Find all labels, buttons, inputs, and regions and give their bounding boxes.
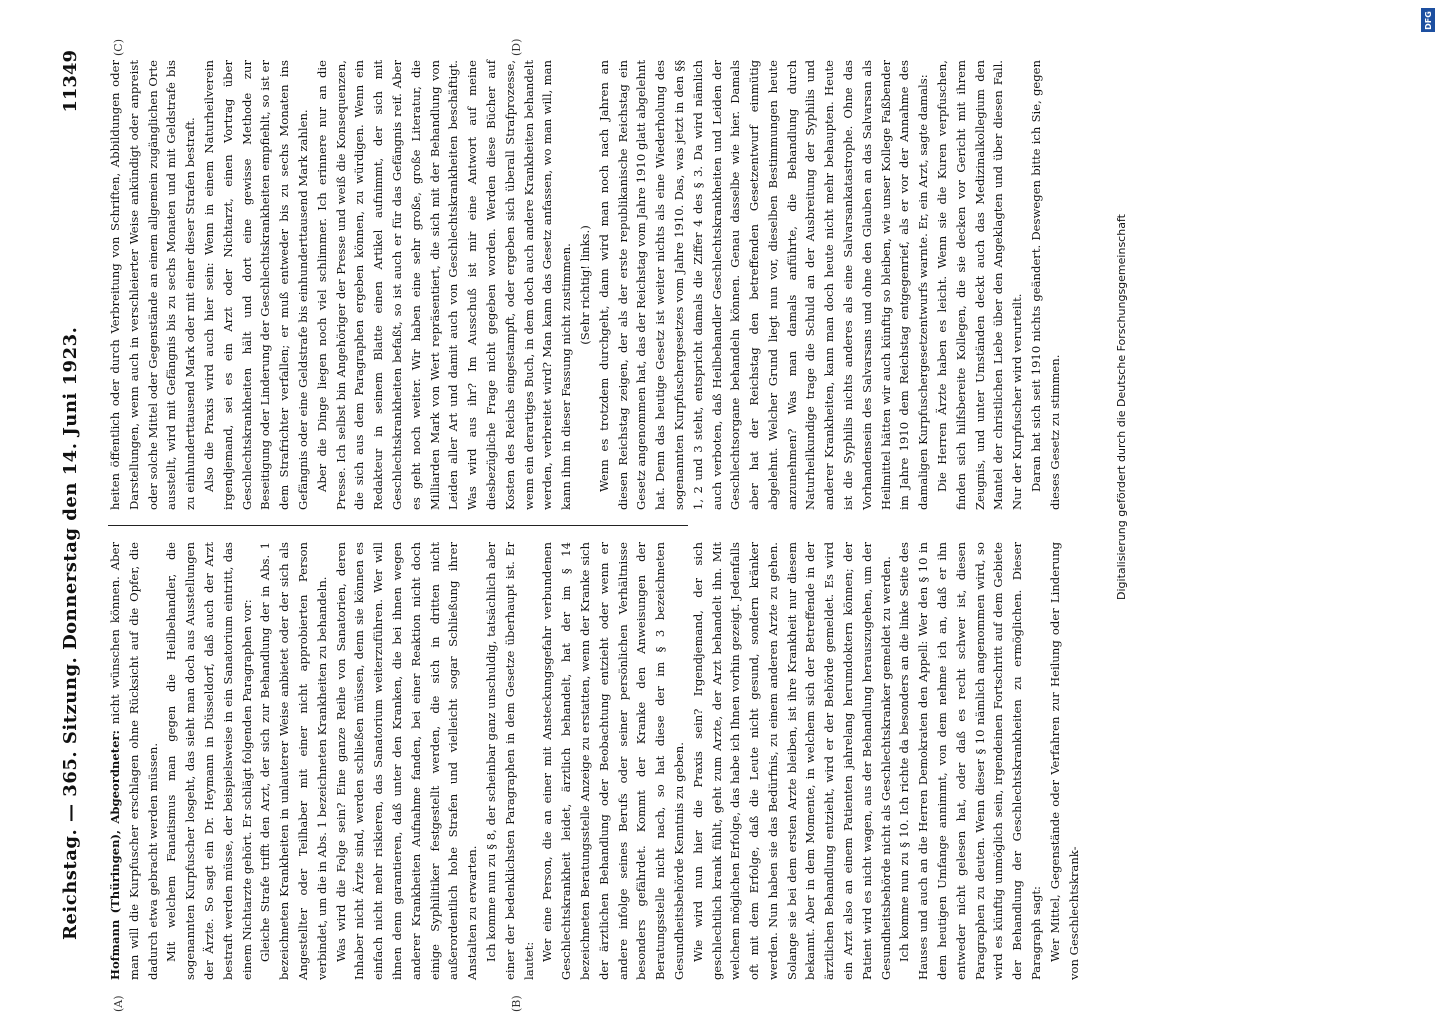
paragraph-text: nicht wünschen können. Aber man will die Kurpfuscher erschlagen ohne Rücksicht auf die Opfer, die dadurch etwa gebracht werden müssen. — [108, 542, 160, 980]
interjection: (Sehr richtig! links.) — [577, 225, 592, 345]
paragraph: Ich komme nun zu § 10. Ich richte da besonders an die linke Seite des Hauses und auch an die Herren Demokraten den Appell: Wer den § 10 in dem heutigen Umfange annimmt, von dem nehme ich an, daß er ihn entweder nicht gelesen hat, oder daß es recht schwer ist, diesen Paragraphen zu deuten. Wenn dieser § 10 nämlich angenommen wird, so wird es künftig unmöglich sein, irgendeinen Fortschritt auf dem Gebiete der Behandlung der Geschlechtskrankheiten zu ermöglichen. Dieser Paragraph sagt: — [897, 542, 1044, 980]
dfg-logo — [1421, 8, 1435, 32]
quoted-paragraph: Gleiche Strafe trifft den Arzt, der sich zur Behandlung der in Abs. 1 bezeichneten Krankheiten in unlauterer Weise anbietet oder der sich als Angestellter oder Teilhaber mit einer nicht approbierten Person verbindet, um die in Abs. 1 bezeichneten Krankheiten zu behandeln. — [258, 542, 329, 980]
rotated-page-content — [50, 38, 1380, 1012]
left-text-column — [106, 542, 1081, 980]
quoted-paragraph: Wer eine Person, die an einer mit Ansteckungsgefahr verbundenen Geschlechtskrankheit leidet, ärztlich behandelt, hat der im § 14 bezeichneten Beratungsstelle Anzeige zu erstatten, wenn der Kranke sich der ärztlichen Behandlung oder Beobachtung entzieht oder wenn er andere infolge seines Berufs oder seiner persönlichen Verhältnisse besonders gefährdet. Kommt der Kranke den Anweisungen der Beratungsstelle nicht nach, so hat diese der im § 3 bezeichneten Gesundheitsbehörde Kenntnis zu geben. — [540, 542, 686, 980]
paragraph: Wenn es trotzdem durchgeht, dann wird man noch nach Jahren an diesen Reichstag zeigen, der als der erste republikanische Reichstag ein Gesetz angenommen hat, das der Reichstag vom Jahre 1910 glatt abgelehnt hat. Denn das heutige Gesetz ist weiter nichts als eine Wiederholung des sogenannten Kurpfuschergesetzes vom Jahre 1910. Das, was jetzt in den §§ 1, 2 und 3 steht, entspricht damals die Ziffer 4 des § 3. Da wird nämlich auch verboten, daß Heilbehandler Geschlechtskrankheiten und Leiden der Geschlechtsorgane behandeln können. Genau dasselbe wie hier. Damals aber hat der Reichstag den betreffenden Gesetzentwurf einmütig abgelehnt. Welcher Grund liegt nun vor, dieselben Bestimmungen heute anzunehmen? Was man damals anführte, die Behandlung durch Naturheilkundige trage die Schuld an der Ausbreitung der Syphilis und anderer Krankheiten, kann man doch heute nicht mehr behaupten. Heute ist die Syphilis nichts anderes als eine Salvarsankatastrophe. Ohne das Vorhandensein des Salvarsans und ohne den Glauben an das Salvarsan als Heilmittel hätten wir auch künftig so bleiben, wie unser Kollege Faßbender im Jahre 1910 dem Reichstag entgegenrief, als er vor der Annahme des damaligen Kurpfuschergesetzentwurfs warnte. Er, ein Arzt, sagte damals: — [596, 60, 931, 510]
quoted-paragraph: Die Herren Ärzte haben es leicht. Wenn sie die Kuren verpfuschen, finden sich hilfsbereite Kollegen, die sie decken vor Gericht mit ihrem Zeugnis, und unter Umständen deckt auch das Medizinalkollegium den Mantel der christlichen Liebe über den Angeklagten und über diesen Fall. Nur der Kurpfuscher wird verurteilt. — [935, 60, 1025, 510]
paragraph: Aber die Dinge liegen noch viel schlimmer. Ich erinnere nur an die Presse. Ich selbst bin Angehöriger der Presse und weiß die Konsequenzen, die sich aus dem Paragraphen ergeben können, zu würdigen. Wenn ein Redakteur in seinem Blatte einen Artikel aufnimmt, der sich mit Geschlechtskrankheiten befaßt, so ist auch er für das Gefängnis reif. Aber es geht noch weiter. Wir haben eine sehr große, große Literatur, die Milliarden Mark von Wert repräsentiert, die sich mit der Behandlung von Leiden aller Art und damit auch von Geschlechtskrankheiten beschäftigt. Was wird aus ihr? Im Ausschuß ist mir eine Antwort auf meine diesbezügliche Frage nicht gegeben worden. Werden diese Bücher auf Kosten des Reichs eingestampft, oder ergeben sich überall Strafprozesse, wenn ein derartiges Buch, in dem doch auch andere Krankheiten behandelt werden, verbreitet wird? Man kann das Gesetz anfassen, wo man will, man kann ihm in dieser Fassung nicht zustimmen. — [314, 60, 574, 510]
paragraph — [106, 542, 162, 980]
column-divider — [108, 525, 688, 526]
paragraph: Wie wird nun hier die Praxis sein? Irgendjemand, der sich geschlechtlich krank fühlt, geht zum Arzte, der Arzt behandelt ihn. Mit welchem möglichen Erfolge, das habe ich Ihnen vorhin gezeigt. Jedenfalls oft mit dem Erfolge, daß die Leute nicht gesund, sondern kränker werden. Nun haben sie das Bedürfnis, zu einem anderen Arzte zu gehen. Solange sie bei dem ersten Arzte bleiben, ist ihre Krankheit nur diesem bekannt. Aber in dem Momente, in welchem sich der Betreffende in der ärztlichen Behandlung entzieht, wird er der Behörde gemeldet. Es wird ein Arzt also an einem Patienten jahrelang herumdoktern können; der Patient wird es nicht wagen, aus der Behandlung herauszugehen, um der Gesundheitsbehörde nicht als Geschlechtskranker gemeldet zu werden. — [690, 542, 893, 980]
paragraph: Also die Praxis wird auch hier sein: Wenn in einem Naturheilverein irgendjemand, sei es ein Arzt oder Nichtarzt, einen Vortrag über Geschlechtskrankheiten hält und dort eine gewisse Methode zur Beseitigung oder Linderung der Geschlechtskrankheiten empfiehlt, so ist er dem Strafrichter verfallen; er muß entweder bis zu sechs Monaten ins Gefängnis oder eine Geldstrafe bis einhunderttausend Mark zahlen. — [201, 60, 310, 510]
paragraph: Ich komme nun zu § 8, der scheinbar ganz unschuldig, tatsächlich aber einer der bedenklichsten Paragraphen in dem Gesetze überhaupt ist. Er lautet: — [483, 542, 536, 980]
paragraph: Daran hat sich seit 1910 nichts geändert. Deswegen bitte ich Sie, gegen dieses Gesetz zu stimmen. — [1029, 60, 1062, 510]
speaker-name: Hofmann (Thüringen), Abgeordneter: — [108, 730, 122, 980]
paragraph: Was wird die Folge sein? Eine ganze Reihe von Sanatorien, deren Inhaber nicht Ärzte sind, werden schließen müssen, denn sie können es einfach nicht mehr riskieren, das Sanatorium weiterzuführen. Wer will ihnen denn garantieren, daß unter den Kranken, die bei ihnen wegen anderer Krankheiten Aufnahme fanden, bei einer Reaktion nicht doch einige Syphilitiker festgestellt werden, die sich in dritten nicht außerordentlich hohe Strafen und vielleicht sogar Schließung ihrer Anstalten zu erwarten. — [333, 542, 480, 980]
page-header — [50, 50, 100, 980]
margin-marker-b: (B) — [510, 995, 523, 1012]
dfg-logo-text: DFG — [1423, 10, 1433, 30]
header-title: Reichstag. — 365. Sitzung. Donnerstag den 14. Juni 1923. — [60, 326, 81, 940]
paragraph: Mit welchem Fanatismus man gegen die Heilbehandler, die sogenannten Kurpfuscher losgeht, das sieht man doch aus Ausstellungen der Ärzte. So sagt ein Dr. Heymann in Düsseldorf, daß auch der Arzt bestraft werden müsse, der beispielsweise in ein Sanatorium eintritt, das einem Nichtarzte gehört. Er schlägt folgenden Paragraphen vor: — [164, 542, 254, 980]
quoted-paragraph: Wer Mittel, Gegenstände oder Verfahren zur Heilung oder Linderung von Geschlechtskrank- — [1047, 542, 1081, 980]
margin-marker-c: (C) — [112, 39, 125, 56]
quoted-paragraph: heiten öffentlich oder durch Verbreitung von Schriften, Abbildungen oder Darstellungen, wenn auch in verschleierter Weise ankündigt oder anpreist oder solche Mittel oder Gegenstände an einem allgemein zugänglichen Orte ausstellt, wird mit Gefängnis bis zu sechs Monaten und mit Geldstrafe bis zu einhunderttausend Mark oder mit einer dieser Strafen bestraft. — [108, 60, 198, 510]
digitization-credit: Digitalisierung gefördert durch die Deutsche Forschungsgemeinschaft — [1115, 214, 1128, 600]
margin-marker-d: (D) — [510, 38, 523, 56]
page-number: 11349 — [60, 50, 81, 113]
margin-marker-a: (A) — [112, 995, 125, 1012]
right-text-column — [106, 60, 1062, 510]
